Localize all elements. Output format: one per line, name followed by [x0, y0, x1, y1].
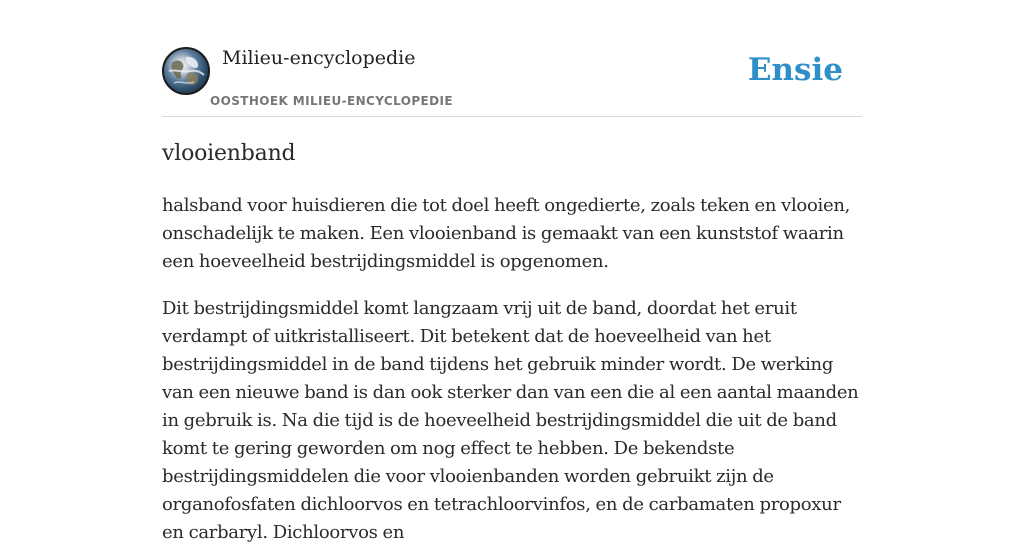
article [162, 138, 864, 547]
entry-title: vlooienband [162, 141, 296, 166]
definition-paragraph: halsband voor huisdieren die tot doel heeft ongedierte, zoals teken en vlooien, onschadelijk te maken. Een vlooienband is gemaakt van een kunststof waarin een hoeveelheid bestrijdingsmiddel is opgenomen. [162, 195, 851, 272]
brand-logo[interactable]: Ensie [747, 52, 843, 88]
earth-globe-graphic [164, 49, 208, 93]
site-title[interactable]: Milieu-encyclopedie [222, 47, 416, 69]
body-paragraph: Dit bestrijdingsmiddel komt langzaam vrij uit de band, doordat het eruit verdampt of uitkristalliseert. Dit betekent dat de hoeveelheid van het bestrijdingsmiddel in de band tijdens het gebruik minder wordt. De werking van een nieuwe band is dan ook sterker dan van een die al een aantal maanden in gebruik is. Na die tijd is de hoeveelheid bestrijdingsmiddel die uit de band komt te gering geworden om nog effect te hebben. De bekendste bestrijdingsmiddelen die voor vlooienbanden worden gebruikt zijn de organofosfaten dichloorvos en tetrachloorvinfos, en de carbamaten propoxur en carbaryl. Dichloorvos en [162, 298, 859, 543]
site-subtitle: OOSTHOEK MILIEU-ENCYCLOPEDIE [210, 94, 453, 108]
site-header [162, 44, 862, 117]
earth-globe-icon[interactable] [162, 47, 210, 95]
